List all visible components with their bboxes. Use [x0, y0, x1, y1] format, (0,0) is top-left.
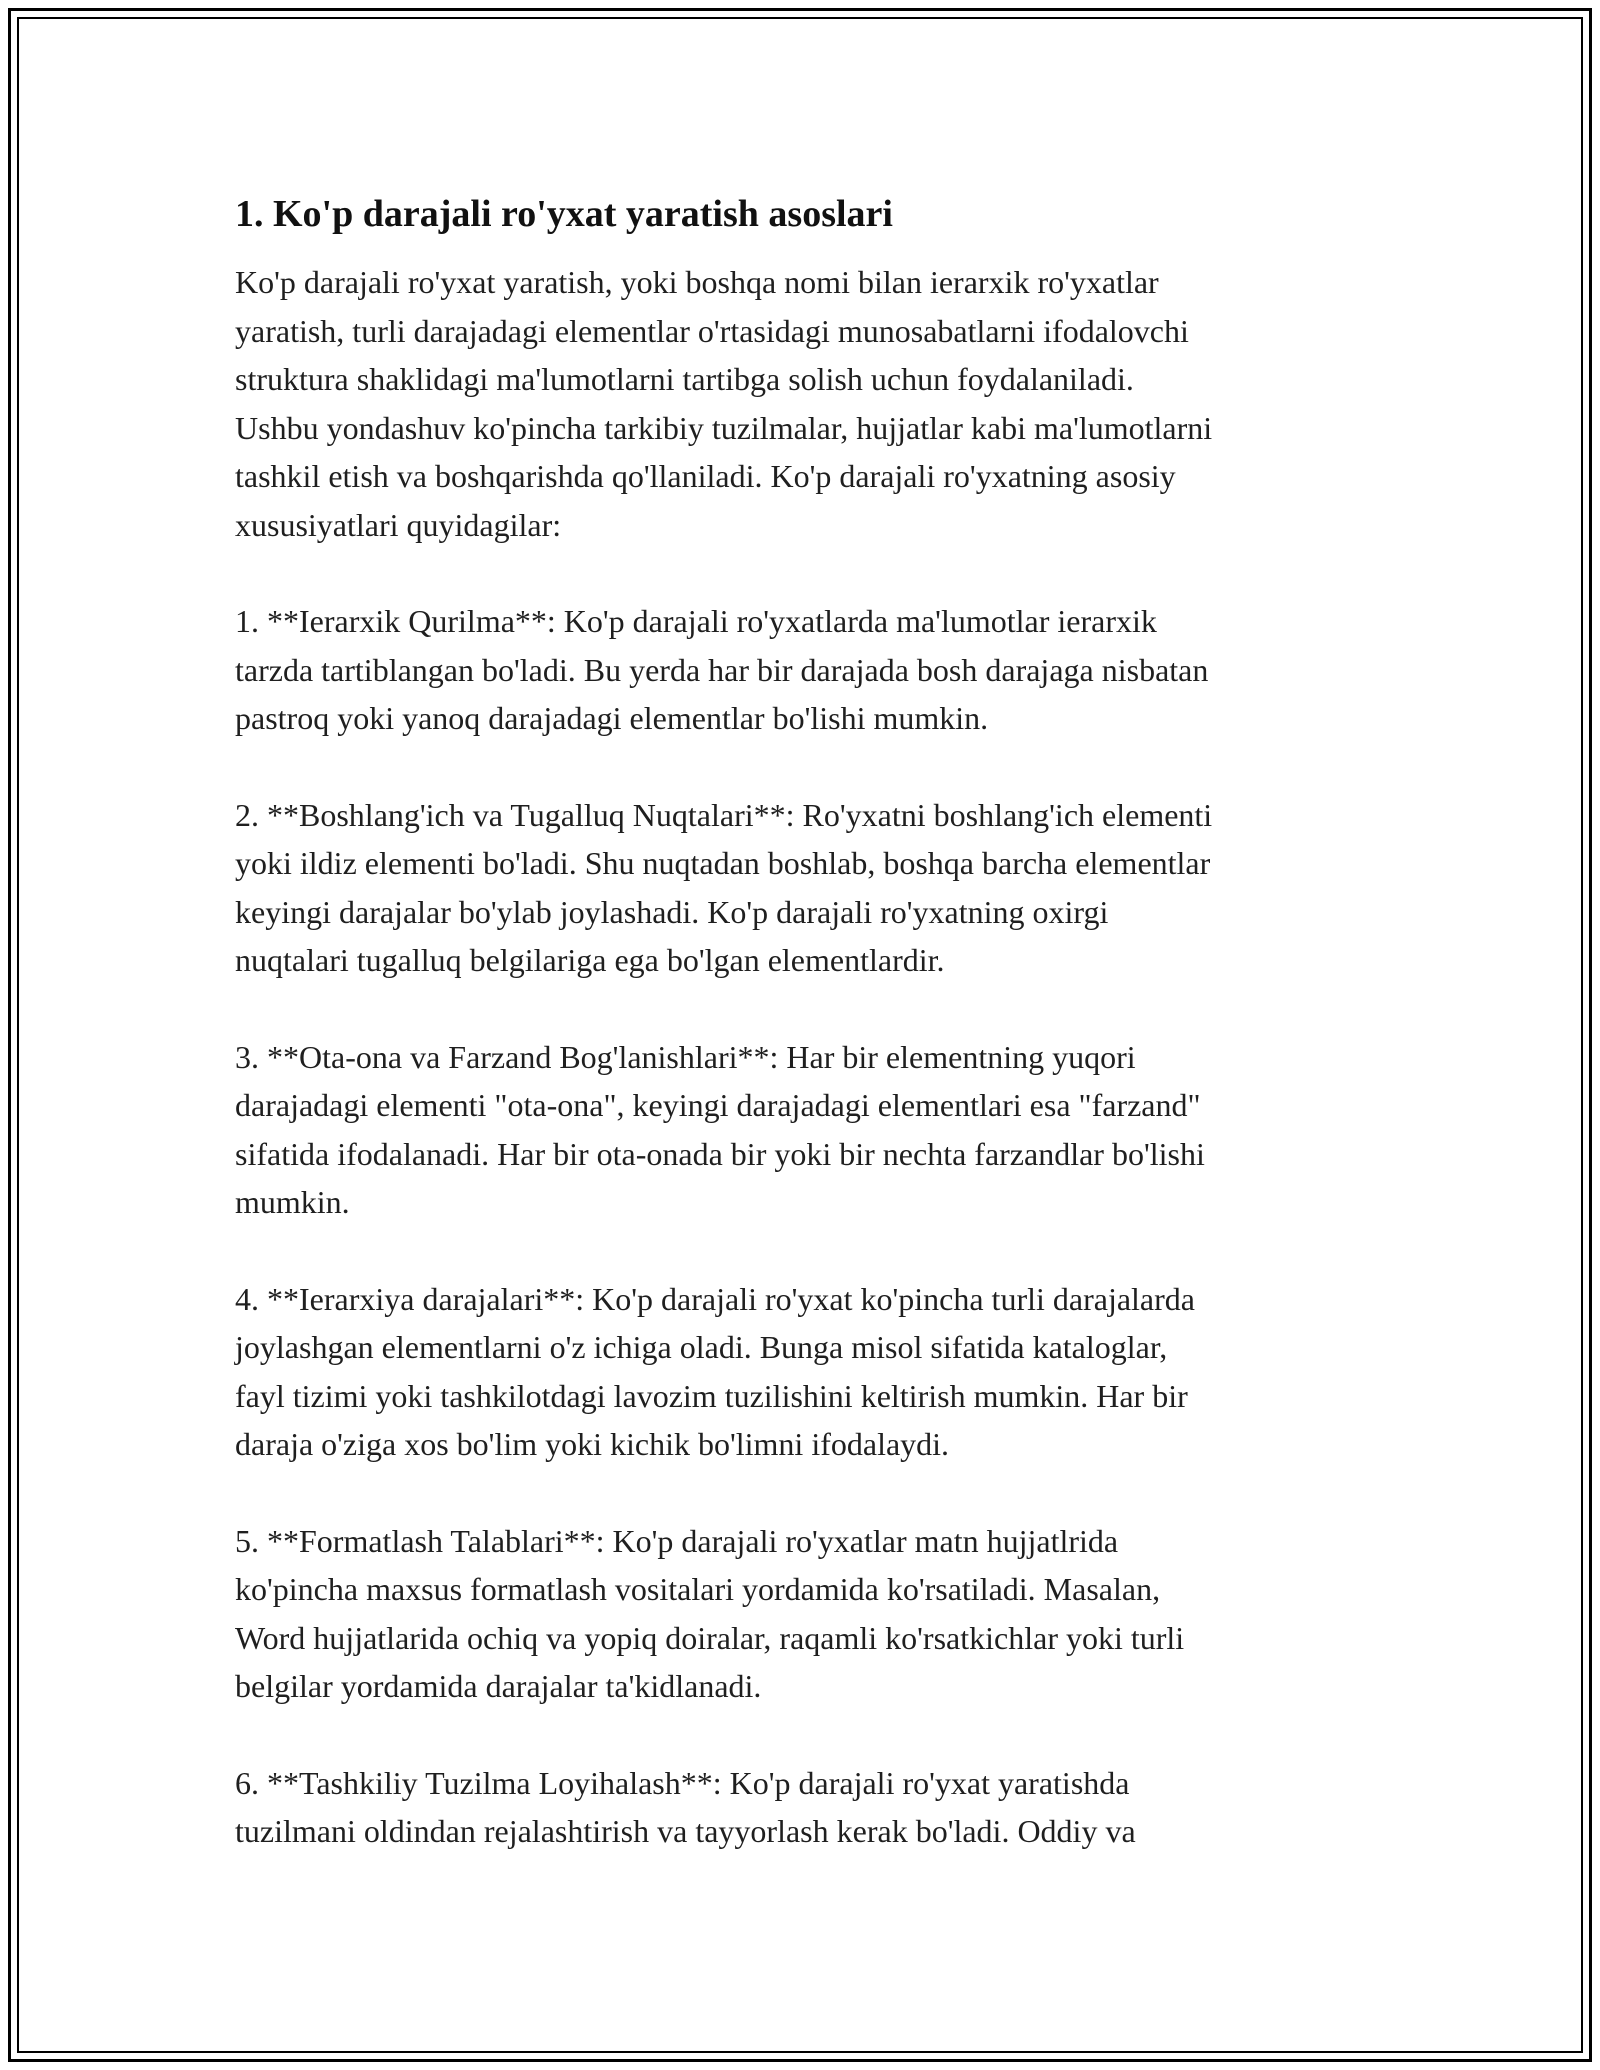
intro-paragraph: Ko'p darajali ro'yxat yaratish, yoki boshqa nomi bilan ierarxik ro'yxatlar yaratish, turli darajadagi elementlar o'rtasidagi munosabatlarni ifodalovchi struktura shaklidagi ma'lumotlarni tartibga solish uchun foydalaniladi. Ushbu yondashuv ko'pincha tarkibiy tuzilmalar, hujjatlar kabi ma'lumotlarni tashkil etish va boshqarishda qo'llaniladi. Ko'p darajali ro'yxatning asosiy xususiyatlari quyidagilar: — [235, 264, 1213, 543]
section-heading: 1. Ko'p darajali ro'yxat yaratish asoslari — [235, 193, 893, 235]
list-item-boshlangich-tugalluq: 2. **Boshlang'ich va Tugalluq Nuqtalari**: Ro'yxatni boshlang'ich elementi yoki ildiz elementi bo'ladi. Shu nuqtadan boshlab, boshqa barcha elementlar keyingi darajalar bo'ylab joylashadi. Ko'p darajali ro'yxatning oxirgi nuqtalari tugalluq belgilariga ega bo'lgan elementlardir. — [235, 796, 1213, 978]
list-item-ierarxik-qurilma: 1. **Ierarxik Qurilma**: Ko'p darajali ro'yxatlarda ma'lumotlar ierarxik tarzda tartiblangan bo'ladi. Bu yerda har bir darajada bosh darajaga nisbatan pastroq yoki yanoq darajadagi elementlar bo'lishi mumkin. — [235, 603, 1209, 736]
list-item-ota-ona-farzand: 3. **Ota-ona va Farzand Bog'lanishlari**: Har bir elementning yuqori darajadagi elementi "ota-ona", keyingi darajadagi elementlari esa "farzand" sifatida ifodalanadi. Har bir ota-onada bir yoki bir nechta farzandlar bo'lishi mumkin. — [235, 1038, 1205, 1220]
list-item-tashkiliy-tuzilma: 6. **Tashkiliy Tuzilma Loyihalash**: Ko'p darajali ro'yxat yaratishda tuzilmani oldindan rejalashtirish va tayyorlash kerak bo'ladi. Oddiy va — [235, 1764, 1136, 1849]
list-item-ierarxiya-darajalari: 4. **Ierarxiya darajalari**: Ko'p darajali ro'yxat ko'pincha turli darajalarda joylashgan elementlarni o'z ichiga oladi. Bunga misol sifatida kataloglar, fayl tizimi yoki tashkilotdagi lavozim tuzilishini keltirish mumkin. Har bir daraja o'ziga xos bo'lim yoki kichik bo'limni ifodalaydi. — [235, 1280, 1195, 1462]
document-body — [235, 190, 1365, 1904]
list-item-formatlash-talablari: 5. **Formatlash Talablari**: Ko'p darajali ro'yxatlar matn hujjatlrida ko'pincha maxsus formatlash vositalari yordamida ko'rsatiladi. Masalan, Word hujjatlarida ochiq va yopiq doiralar, raqamli ko'rsatkichlar yoki turli belgilar yordamida darajalar ta'kidlanadi. — [235, 1522, 1185, 1704]
